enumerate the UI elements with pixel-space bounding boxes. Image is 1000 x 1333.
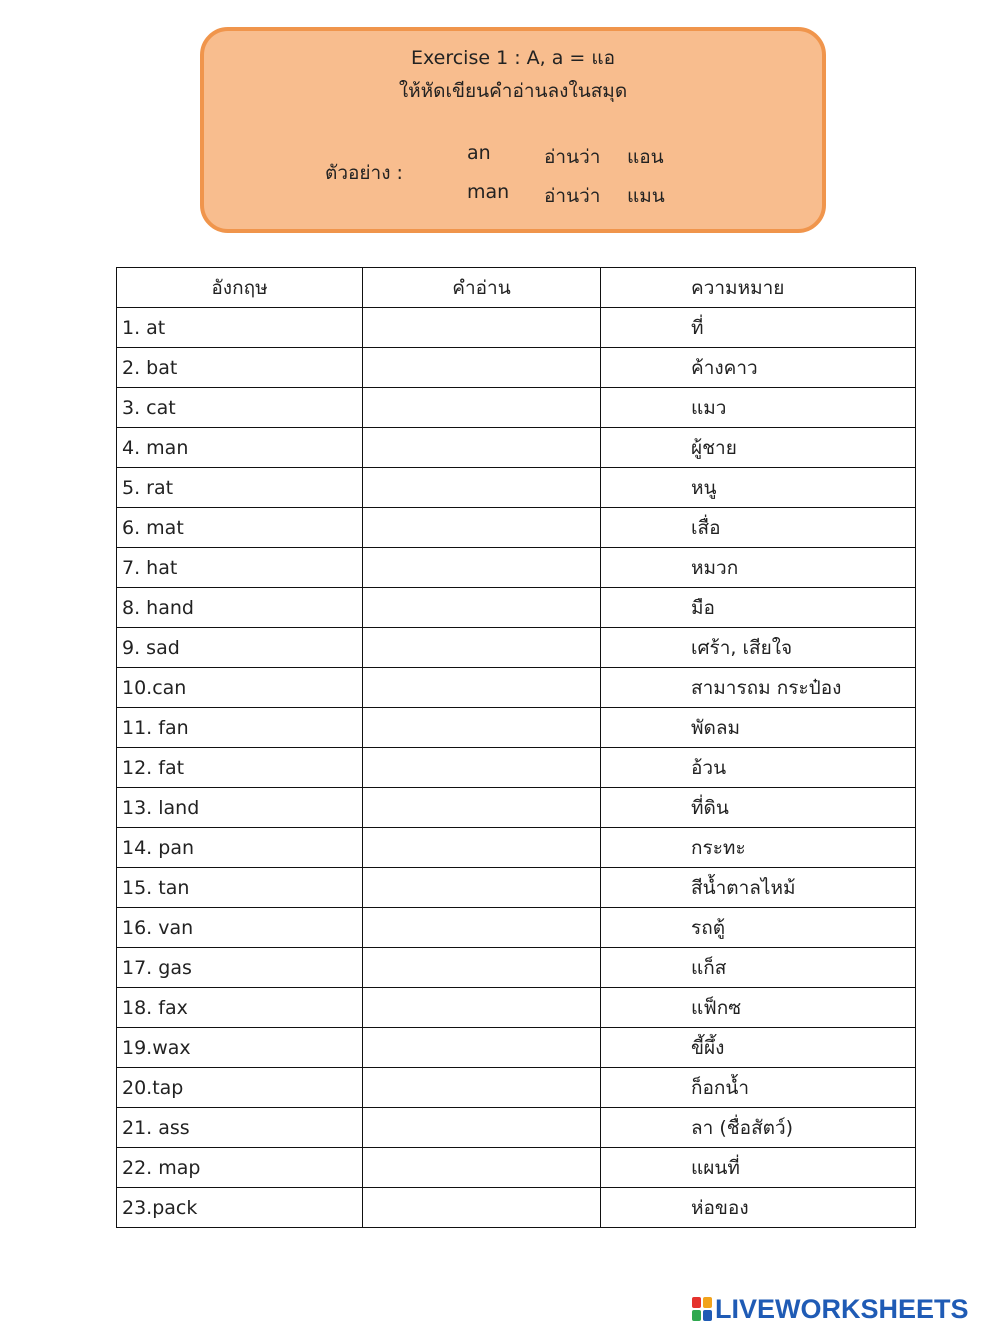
table-row xyxy=(117,628,916,668)
table-row xyxy=(117,708,916,748)
header-english: อังกฤษ xyxy=(117,268,363,308)
english-word-cell: 12. fat xyxy=(117,748,363,788)
table-row xyxy=(117,1108,916,1148)
reading-answer-cell[interactable] xyxy=(363,948,601,988)
reading-answer-cell[interactable] xyxy=(363,308,601,348)
reading-answer-cell[interactable] xyxy=(363,708,601,748)
english-word-cell: 9. sad xyxy=(117,628,363,668)
example-word: man xyxy=(467,181,510,203)
meaning-cell: ลา (ชื่อสัตว์) xyxy=(601,1108,916,1148)
reading-answer-cell[interactable] xyxy=(363,588,601,628)
table-row xyxy=(117,748,916,788)
meaning-cell: ค้างคาว xyxy=(601,348,916,388)
vocabulary-table xyxy=(116,267,916,1228)
reading-answer-cell[interactable] xyxy=(363,1068,601,1108)
meaning-cell: สามารถม กระป๋อง xyxy=(601,668,916,708)
reading-answer-cell[interactable] xyxy=(363,1188,601,1228)
reading-answer-cell[interactable] xyxy=(363,548,601,588)
example-label: ตัวอย่าง : xyxy=(325,162,403,184)
table-row xyxy=(117,1188,916,1228)
table-row xyxy=(117,588,916,628)
meaning-cell: หมวก xyxy=(601,548,916,588)
liveworksheets-logo xyxy=(692,1291,969,1327)
table-row xyxy=(117,468,916,508)
english-word-cell: 20.tap xyxy=(117,1068,363,1108)
exercise-header-box xyxy=(200,27,826,233)
logo-square xyxy=(703,1297,712,1308)
english-word-cell: 2. bat xyxy=(117,348,363,388)
table-body xyxy=(117,308,916,1228)
meaning-cell: ก็อกน้ำ xyxy=(601,1068,916,1108)
example-reads-as: อ่านว่า xyxy=(544,185,601,207)
table-row xyxy=(117,548,916,588)
example-reads-as: อ่านว่า xyxy=(544,146,601,168)
header-reading: คำอ่าน xyxy=(363,268,601,308)
meaning-cell: ห่อของ xyxy=(601,1188,916,1228)
logo-text: LIVEWORKSHEETS xyxy=(715,1293,969,1324)
meaning-cell: อ้วน xyxy=(601,748,916,788)
table-row xyxy=(117,388,916,428)
english-word-cell: 23.pack xyxy=(117,1188,363,1228)
table-row xyxy=(117,908,916,948)
table-row xyxy=(117,1068,916,1108)
english-word-cell: 3. cat xyxy=(117,388,363,428)
english-word-cell: 4. man xyxy=(117,428,363,468)
meaning-cell: ที่ดิน xyxy=(601,788,916,828)
english-word-cell: 18. fax xyxy=(117,988,363,1028)
reading-answer-cell[interactable] xyxy=(363,908,601,948)
reading-answer-cell[interactable] xyxy=(363,788,601,828)
meaning-cell: สีน้ำตาลไหม้ xyxy=(601,868,916,908)
reading-answer-cell[interactable] xyxy=(363,1108,601,1148)
reading-answer-cell[interactable] xyxy=(363,748,601,788)
english-word-cell: 15. tan xyxy=(117,868,363,908)
logo-square xyxy=(692,1310,701,1321)
reading-answer-cell[interactable] xyxy=(363,1148,601,1188)
reading-answer-cell[interactable] xyxy=(363,988,601,1028)
meaning-cell: ที่ xyxy=(601,308,916,348)
table-header-row xyxy=(117,268,916,308)
table-row xyxy=(117,428,916,468)
table-row xyxy=(117,1148,916,1188)
meaning-cell: ผู้ชาย xyxy=(601,428,916,468)
table-row xyxy=(117,868,916,908)
table-row xyxy=(117,988,916,1028)
example-thai: แมน xyxy=(627,185,665,207)
reading-answer-cell[interactable] xyxy=(363,468,601,508)
logo-square xyxy=(703,1310,712,1321)
meaning-cell: เศร้า, เสียใจ xyxy=(601,628,916,668)
reading-answer-cell[interactable] xyxy=(363,868,601,908)
table-row xyxy=(117,508,916,548)
meaning-cell: ขี้ผึ้ง xyxy=(601,1028,916,1068)
english-word-cell: 1. at xyxy=(117,308,363,348)
example-word: an xyxy=(467,142,491,164)
table-row xyxy=(117,668,916,708)
table-row xyxy=(117,1028,916,1068)
reading-answer-cell[interactable] xyxy=(363,628,601,668)
meaning-cell: แก็ส xyxy=(601,948,916,988)
table-row xyxy=(117,788,916,828)
reading-answer-cell[interactable] xyxy=(363,1028,601,1068)
english-word-cell: 21. ass xyxy=(117,1108,363,1148)
meaning-cell: แฟ็กซ xyxy=(601,988,916,1028)
english-word-cell: 13. land xyxy=(117,788,363,828)
english-word-cell: 10.can xyxy=(117,668,363,708)
reading-answer-cell[interactable] xyxy=(363,348,601,388)
english-word-cell: 8. hand xyxy=(117,588,363,628)
reading-answer-cell[interactable] xyxy=(363,388,601,428)
exercise-title: Exercise 1 : A, a = แอ xyxy=(410,47,616,69)
reading-answer-cell[interactable] xyxy=(363,508,601,548)
meaning-cell: แผนที่ xyxy=(601,1148,916,1188)
english-word-cell: 5. rat xyxy=(117,468,363,508)
meaning-cell: มือ xyxy=(601,588,916,628)
exercise-instruction: ให้หัดเขียนคำอ่านลงในสมุด xyxy=(398,80,628,102)
english-word-cell: 19.wax xyxy=(117,1028,363,1068)
logo-square xyxy=(692,1297,701,1308)
table-row xyxy=(117,828,916,868)
english-word-cell: 17. gas xyxy=(117,948,363,988)
english-word-cell: 11. fan xyxy=(117,708,363,748)
reading-answer-cell[interactable] xyxy=(363,828,601,868)
table-row xyxy=(117,948,916,988)
meaning-cell: กระทะ xyxy=(601,828,916,868)
example-thai: แอน xyxy=(627,146,664,168)
meaning-cell: รถตู้ xyxy=(601,908,916,948)
reading-answer-cell[interactable] xyxy=(363,428,601,468)
meaning-cell: พัดลม xyxy=(601,708,916,748)
logo-mark-icon xyxy=(692,1297,712,1321)
table-row xyxy=(117,308,916,348)
table-row xyxy=(117,348,916,388)
english-word-cell: 6. mat xyxy=(117,508,363,548)
meaning-cell: แมว xyxy=(601,388,916,428)
reading-answer-cell[interactable] xyxy=(363,668,601,708)
english-word-cell: 22. map xyxy=(117,1148,363,1188)
meaning-cell: หนู xyxy=(601,468,916,508)
header-meaning: ความหมาย xyxy=(601,268,916,308)
meaning-cell: เสื่อ xyxy=(601,508,916,548)
english-word-cell: 14. pan xyxy=(117,828,363,868)
english-word-cell: 7. hat xyxy=(117,548,363,588)
english-word-cell: 16. van xyxy=(117,908,363,948)
